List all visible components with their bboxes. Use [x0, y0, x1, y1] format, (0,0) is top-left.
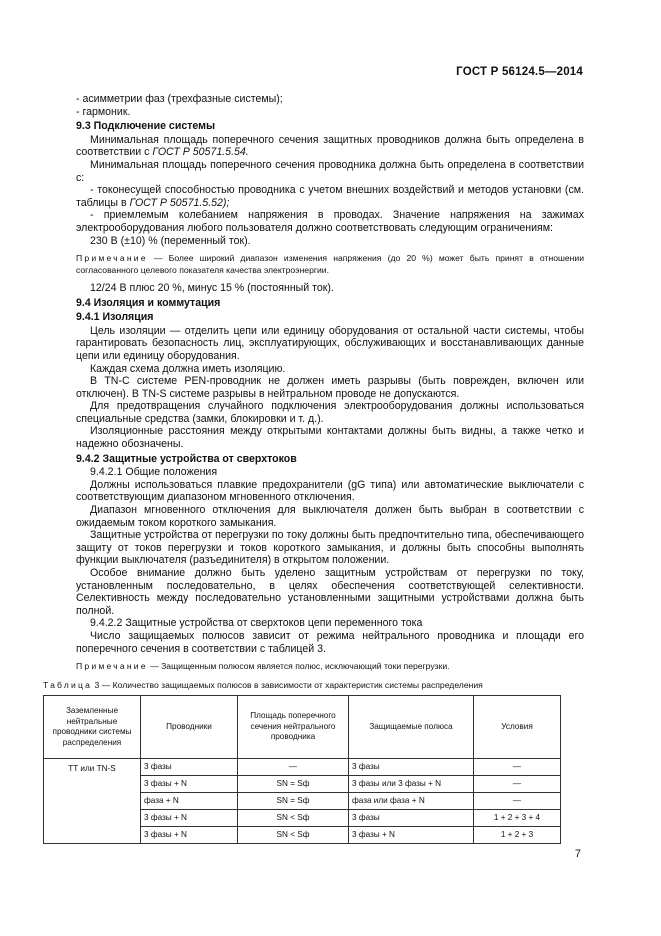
list-item: - асимметрии фаз (трехфазные системы);	[76, 93, 283, 105]
table-cell: SN < Sф	[238, 827, 349, 844]
note-label: Примечание	[76, 253, 148, 264]
note: Примечание — Более широкий диапазон изменения напряжения (до 20 %) может быть принят в отношении согласованного целевого показателя качества электроэнергии.	[76, 253, 584, 275]
paragraph: - токонесущей способностью проводника с учетом внешних воздействий и методов установки (см. таблицы в ГОСТ Р 50571.5.52);	[76, 184, 584, 209]
section-heading: 9.4 Изоляция и коммутация	[76, 296, 221, 309]
table-cell: SN = Sф	[238, 793, 349, 810]
table-cell: 3 фазы + N	[141, 810, 238, 827]
table-cell: 3 фазы	[141, 759, 238, 776]
paragraph: 230 В (±10) % (переменный ток).	[90, 234, 251, 247]
table-cell: фаза или фаза + N	[349, 793, 474, 810]
list-item: - гармоник.	[76, 105, 131, 118]
table-header-cell: Защищаемые полюса	[349, 696, 474, 759]
table-header-cell: Условия	[474, 696, 561, 759]
table-cell: —	[474, 793, 561, 810]
subsubsection-heading: 9.4.2.2 Защитные устройства от сверхтоков цепи переменного тока	[90, 617, 423, 630]
paragraph: Изоляционные расстояния между открытыми контактами должны быть видны, а также четко и надежно обозначены.	[76, 425, 584, 451]
table-cell: 3 фазы	[349, 810, 474, 827]
table-cell: 3 фазы или 3 фазы + N	[349, 776, 474, 793]
table-cell: фаза + N	[141, 793, 238, 810]
table-cell: 1 + 2 + 3	[474, 827, 561, 844]
poles-table	[43, 695, 561, 844]
table-cell: 3 фазы	[349, 759, 474, 776]
table-cell: 3 фазы + N	[141, 776, 238, 793]
paragraph: Каждая схема должна иметь изоляцию.	[90, 362, 286, 375]
paragraph: Защитные устройства от перегрузки по току должны быть предпочтительно типа, обеспечивающего защиту от токов перегрузки и токов короткого замыкания, и должны быть способны выполнять функции выключателя (разъединителя) в открытом положении.	[76, 529, 584, 567]
standard-reference: ГОСТ Р 50571.5.54.	[152, 146, 249, 159]
note: Примечание — Защищенным полюсом является полюс, исключающий токи перегрузки.	[76, 661, 450, 672]
table-cell: 3 фазы + N	[141, 827, 238, 844]
page-number: 7	[574, 848, 581, 860]
paragraph: Минимальная площадь поперечного сечения проводника должна быть определена в соответствии с:	[76, 158, 584, 184]
table-cell: SN = Sф	[238, 776, 349, 793]
table-header-row	[44, 696, 561, 759]
paragraph: Особое внимание должно быть уделено защитным устройствам от перегрузки по току, установленным последовательно, в целях обеспечения соответствующей селективности. Селективность между последовательно установленными защитными устройствами должна быть полной.	[76, 567, 584, 617]
subsubsection-heading: 9.4.2.1 Общие положения	[90, 466, 218, 479]
note-label: Примечание	[76, 661, 148, 672]
paragraph: Должны использоваться плавкие предохранители (gG типа) или автоматические выключатели с соответствующим диапазоном мгновенного отключения.	[76, 478, 584, 504]
paragraph: 12/24 В плюс 20 %, минус 15 % (постоянный ток).	[90, 281, 334, 294]
table-cell: —	[474, 759, 561, 776]
table-cell: 3 фазы + N	[349, 827, 474, 844]
table-cell: 1 + 2 + 3 + 4	[474, 810, 561, 827]
paragraph: - приемлемым колебанием напряжения в проводах. Значение напряжения на зажимах электрооборудования любого пользователя должно соответствовать следующим ограничениям:	[76, 209, 584, 234]
standard-reference: ГОСТ Р 50571.5.52);	[129, 196, 230, 209]
paragraph: Число защищаемых полюсов зависит от режима нейтрального проводника и площади его поперечного сечения в соответствии с таблицей 3.	[76, 629, 584, 655]
table-header-cell: Заземленные нейтральные проводники системы распределения	[44, 696, 141, 759]
table-cell: —	[474, 776, 561, 793]
table-cell: SN < Sф	[238, 810, 349, 827]
paragraph: В TN-C системе PEN-проводник не должен иметь разрывы (быть поврежден, включен или отключен). В TN-S системе разрывы в нейтральном проводе не допускаются.	[76, 375, 584, 400]
table-caption-label: Таблица	[43, 679, 93, 690]
document-header: ГОСТ Р 56124.5—2014	[456, 66, 583, 78]
paragraph: Цель изоляции — отделить цепи или единицу оборудования от остальной части системы, чтобы гарантировать безопасность лиц, эксплуатирующих, обслуживающих и восстанавливающих данные цепи или единицу оборудования.	[76, 324, 584, 362]
table-group-cell: TT или TN-S	[44, 759, 141, 844]
paragraph: Минимальная площадь поперечного сечения защитных проводников должна быть определена в соответствии с ГОСТ Р 50571.5.54.	[76, 133, 584, 159]
table-row	[44, 759, 561, 776]
document-body	[43, 93, 584, 844]
table-header-cell: Проводники	[141, 696, 238, 759]
subsection-heading: 9.4.1 Изоляция	[76, 311, 154, 324]
section-heading: 9.3 Подключение системы	[76, 120, 216, 133]
table-cell: —	[238, 759, 349, 776]
table-header-cell: Площадь поперечного сечения нейтрального проводника	[238, 696, 349, 759]
paragraph: Для предотвращения случайного подключения электрооборудования должны использоваться специальные средства (замки, блокировки и т. д.).	[76, 400, 584, 425]
subsection-heading: 9.4.2 Защитные устройства от сверхтоков	[76, 452, 297, 465]
paragraph: Диапазон мгновенного отключения для выключателя должен быть выбран в соответствии с ожидаемым током короткого замыкания.	[76, 504, 584, 529]
table-caption: Таблица 3 — Количество защищаемых полюсов в зависимости от характеристик системы распределения	[43, 679, 483, 690]
